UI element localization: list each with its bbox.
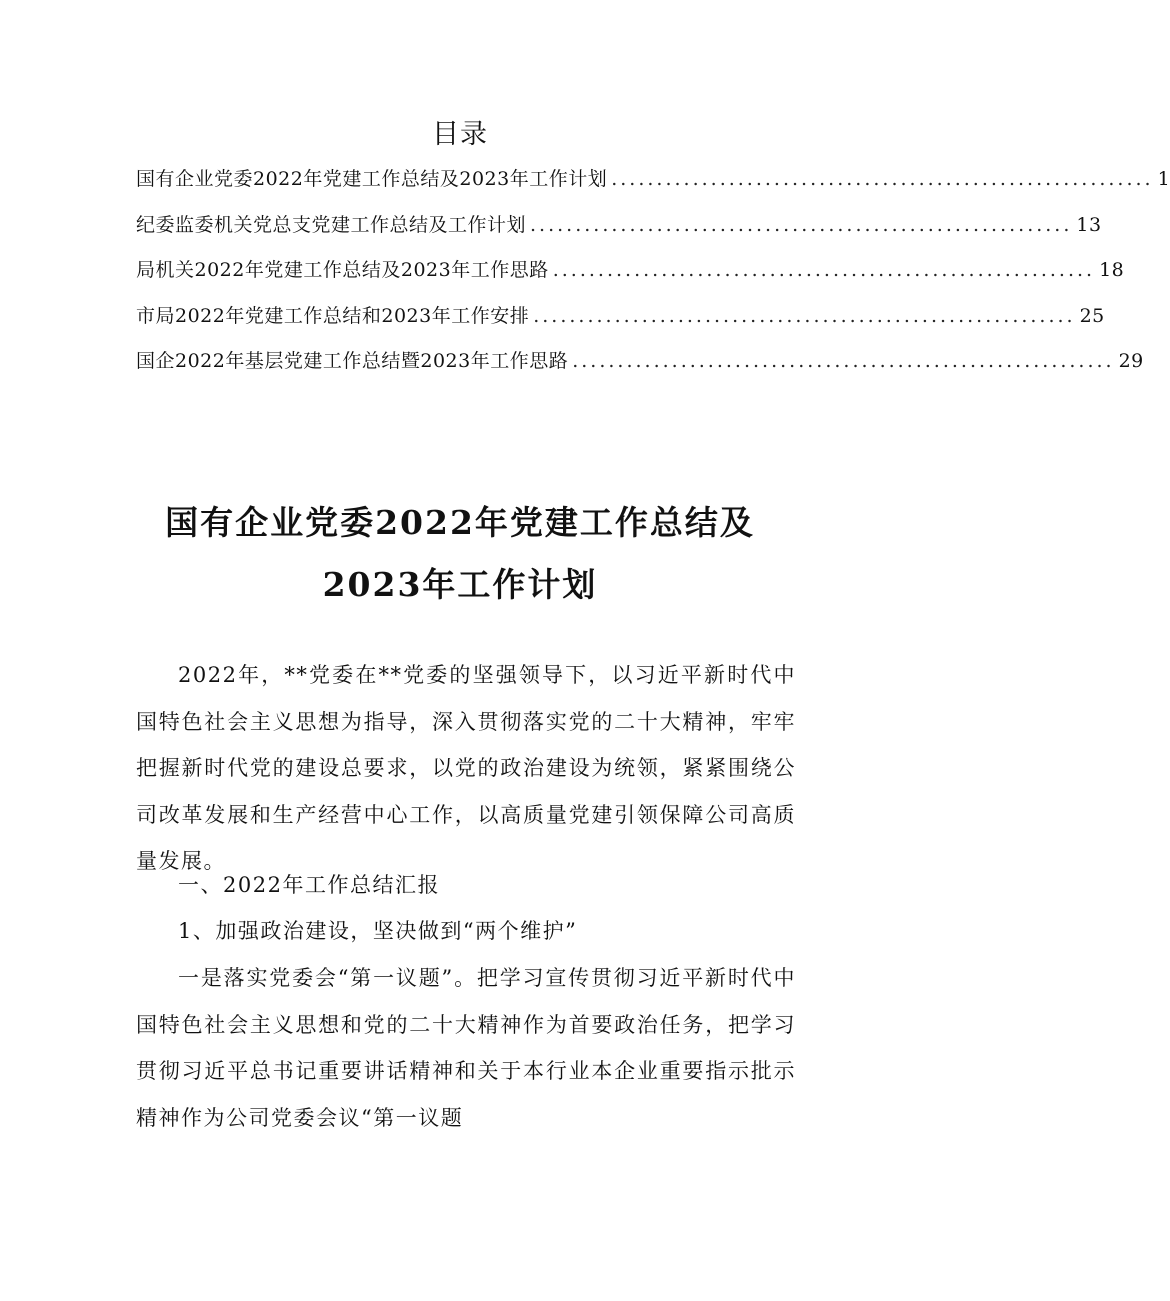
toc-entry-text: 市局2022年党建工作总结和2023年工作安排: [136, 304, 530, 327]
toc-entry-text: 国企2022年基层党建工作总结暨2023年工作思路: [136, 350, 569, 372]
section-heading: 一、2022年工作总结汇报: [178, 873, 440, 897]
toc-entry[interactable]: [136, 210, 1102, 256]
toc-entry-page: 13: [1076, 213, 1102, 236]
toc-title: 目录: [432, 119, 488, 150]
toc-entry[interactable]: [136, 346, 1144, 392]
toc-entry-text: 国有企业党委2022年党建工作总结及2023年工作计划: [136, 168, 608, 190]
toc-leader-dots: ............................................................: [533, 304, 1076, 327]
body-paragraph: 一是落实党委会“第一议题”。把学习宣传贯彻习近平新时代中国特色社会主义思想和党的二十大精神作为首要政治任务，把学习贯彻习近平总书记重要讲话精神和关于本行业本企业重要指示批示精神作为公司党委会议“第一议题: [136, 966, 796, 1130]
toc-entry-page: 18: [1099, 259, 1125, 281]
toc-entry-text: 局机关2022年党建工作总结及2023年工作思路: [136, 259, 549, 281]
toc-leader-dots: ............................................................: [572, 350, 1115, 372]
toc-entry-page: 29: [1118, 350, 1144, 372]
subsection-heading: 1、加强政治建设，坚决做到“两个维护”: [178, 919, 578, 943]
intro-paragraph: 2022年，**党委在**党委的坚强领导下，以习近平新时代中国特色社会主义思想为指导，深入贯彻落实党的二十大精神，牢牢把握新时代党的建设总要求，以党的政治建设为统领，紧紧围绕公司改革发展和生产经营中心工作，以高质量党建引领保障公司高质量发展。: [136, 663, 796, 873]
toc-leader-dots: ............................................................: [552, 259, 1096, 281]
toc-entry[interactable]: [136, 301, 1105, 347]
toc-leader-dots: ............................................................: [530, 213, 1073, 236]
toc-entry[interactable]: [136, 255, 1125, 301]
toc-leader-dots: ............................................................: [611, 168, 1154, 190]
toc-entry-page: 25: [1079, 304, 1105, 327]
toc-entry-page: 1: [1157, 168, 1170, 190]
toc-entry-text: 纪委监委机关党总支党建工作总结及工作计划: [136, 213, 527, 236]
table-of-contents: [136, 164, 1170, 392]
toc-entry[interactable]: [136, 164, 1170, 210]
document-title: 国有企业党委2022年党建工作总结及2023年工作计划: [165, 503, 755, 604]
